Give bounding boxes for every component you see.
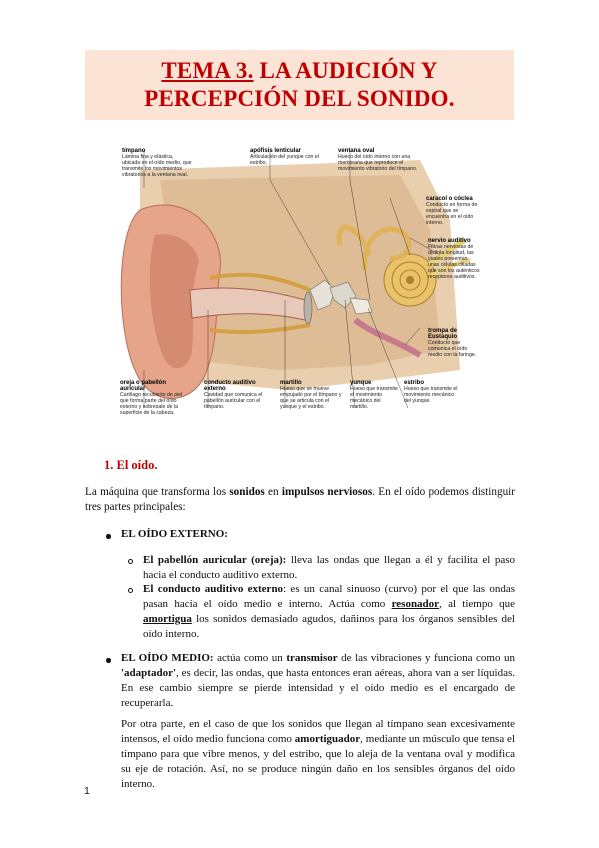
bullet-dot — [106, 534, 111, 539]
sub-bullet-ring — [128, 559, 133, 564]
oido-medio-paragraph-2: Por otra parte, en el caso de que los sonidos que llegan al tímpano sean excesivamente intensos, el oído medio funciona como amortiguador, mediante un músculo que tensa el tímpano para que vibre menos, y del estribo, que lo aleja de la ventana oval y modifica su eje de rotación. Así, no se produce ningún daño en los sensibles órganos del oído interno. — [121, 718, 515, 790]
bullet-dot — [106, 658, 111, 663]
figure-label-oreja: oreja o pabellón auricular Cartílago recubierto de piel que forma parte del oído externo y sobresale de la superficie de la cabeza. — [120, 380, 183, 416]
figure-label-nervio-auditivo: nervio auditivo Fibras nerviosas de distinta longitud, las cuales presentan unas células ciliadas que son los auténticos receptores auditivos. — [428, 238, 480, 280]
figure-label-trompa: trompa de Eustaquio Conducto que comunica el oído medio con la faringe. — [428, 328, 477, 358]
item-conducto-auditivo: El conducto auditivo externo: es un canal sinuoso (curvo) por el que las ondas pasan hacia el oído medio e interno. Actúa como resonador, al tiempo que amortigua los sonidos demasiado agudos, dañinos para los órganos sensibles del oído interno. — [143, 583, 516, 640]
title-banner — [85, 50, 514, 120]
figure-label-conducto: conducto auditivo externo Cavidad que comunica el pabellón auricular con el tímpano. — [204, 380, 263, 410]
page-number: 1 — [84, 785, 90, 797]
intro-paragraph: La máquina que transforma los sonidos en impulsos nerviosos. En el oído podemos distinguir tres partes principales: — [85, 486, 515, 513]
oido-medio-paragraph-1: EL OÍDO MEDIO: actúa como un transmisor de las vibraciones y funciona como un 'adaptador', es decir, las ondas, que hasta entonces eran aéreas, ahora van a ser líquidas. En ese cambio siempre se pierde intensidad y el oído medio es el encargado de recuperarla. — [121, 652, 515, 709]
page-title-line-1: TEMA 3. LA AUDICIÓN Y — [161, 58, 438, 83]
section-heading-el-oido: 1. El oído. — [104, 458, 158, 472]
oido-externo-label: EL OÍDO EXTERNO: — [121, 528, 228, 540]
figure-label-estribo: estribo Hueso que transmite el movimiento mecánico del yunque. — [404, 380, 458, 404]
sub-bullet-ring — [128, 588, 133, 593]
figure-label-timpano: tímpano Lámina fina y elástica, ubicada en el oído medio, que transmite los movimientos vibratorios a la ventana oval. — [122, 148, 192, 178]
page-title-line-2: PERCEPCIÓN DEL SONIDO. — [144, 86, 455, 111]
item-pabellon-auricular: El pabellón auricular (oreja): lleva las ondas que llegan a él y facilita el paso hacia el conducto auditivo externo. — [143, 554, 515, 581]
figure-label-caracol: caracol o cóclea Conducto en forma de espiral que se encuentra en el oído interno. — [426, 196, 478, 226]
figure-label-ventana-oval: ventana oval Hueco del oído interno con una membrana que reproduce el movimiento vibratorio del tímpano. — [338, 148, 418, 172]
figure-label-martillo: martillo Hueso que se mueve empujado por el tímpano y que se articula con el yunque y el estribo. — [280, 380, 342, 410]
figure-label-apofisis: apófisis lenticular Articulación del yunque con el estribo. — [250, 148, 319, 166]
ear-anatomy-figure — [120, 140, 480, 462]
figure-label-yunque: yunque Hueso que transmite el movimiento mecánico del martillo. — [350, 380, 398, 410]
